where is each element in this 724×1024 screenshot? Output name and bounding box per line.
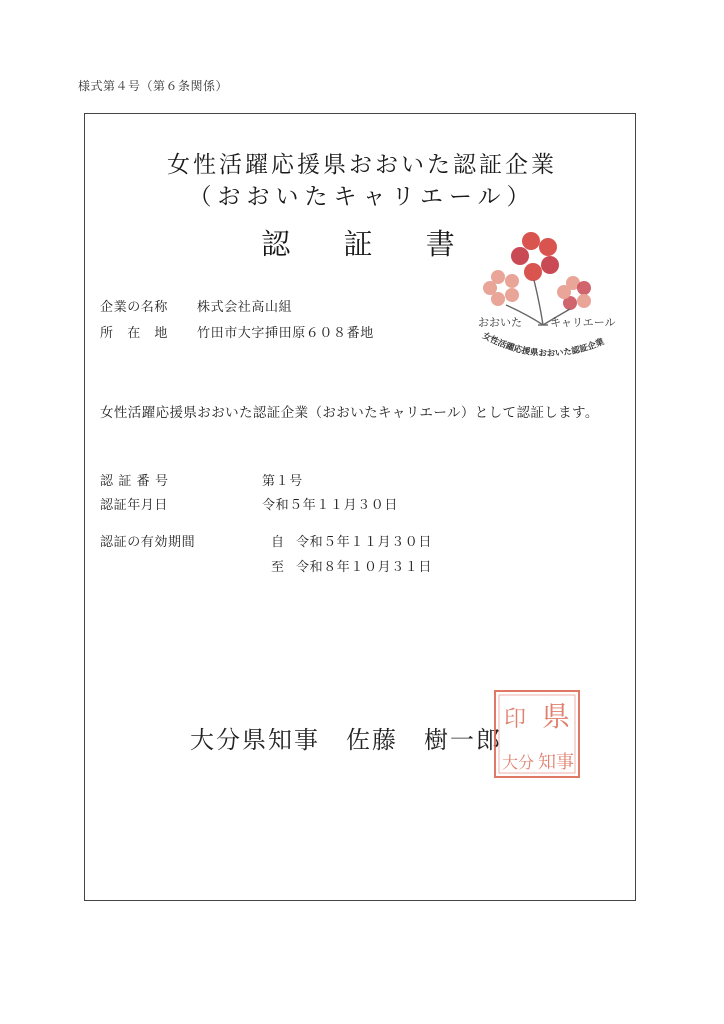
certification-statement: 女性活躍応援県おおいた認証企業（おおいたキャリエール）として認証します。 — [100, 405, 599, 421]
logo-arc-text: 女性活躍応援県おおいた認証企業 — [480, 330, 606, 360]
seal-char-3: 大分 — [502, 753, 535, 772]
company-name-label: 企業の名称 — [100, 300, 169, 315]
career-logo — [468, 225, 628, 375]
company-name-value: 株式会社高山組 — [197, 300, 293, 315]
logo-right-text: キャリエール — [550, 316, 616, 329]
certificate-title-line2: （おおいたキャリエール） — [188, 184, 536, 210]
certificate-title-line1: 女性活躍応援県おおいた認証企業 — [167, 152, 557, 178]
form-number: 様式第４号（第６条関係） — [78, 79, 229, 93]
cert-number-label: 認 証 番 号 — [100, 474, 169, 489]
cert-period-to: 令和８年１０月３１日 — [296, 560, 433, 575]
pink-flower-icon — [483, 270, 519, 306]
company-address-value: 竹田市大字挿田原６０８番地 — [197, 326, 374, 341]
company-address-label: 所 在 地 — [100, 326, 169, 341]
red-flower-icon — [511, 232, 559, 281]
cert-number-value: 第１号 — [262, 474, 303, 489]
certificate-title-line3: 認 証 書 — [261, 227, 477, 261]
cert-date-value: 令和５年１１月３０日 — [262, 498, 399, 513]
cert-period-label: 認証の有効期間 — [100, 535, 196, 550]
seal-char-2: 印 — [504, 707, 527, 732]
seal-char-4: 知事 — [538, 752, 574, 773]
cert-period-from: 令和５年１１月３０日 — [296, 535, 433, 550]
rose-flower-icon — [557, 276, 591, 310]
cert-period-from-prefix: 自 — [271, 535, 285, 550]
governor-signature: 大分県知事 佐藤 樹一郎 — [190, 726, 502, 754]
cert-period-to-prefix: 至 — [271, 560, 285, 575]
official-seal-icon — [492, 688, 582, 780]
seal-char-1: 県 — [542, 700, 571, 733]
cert-date-label: 認証年月日 — [100, 498, 169, 513]
logo-left-text: おおいた — [478, 316, 522, 329]
